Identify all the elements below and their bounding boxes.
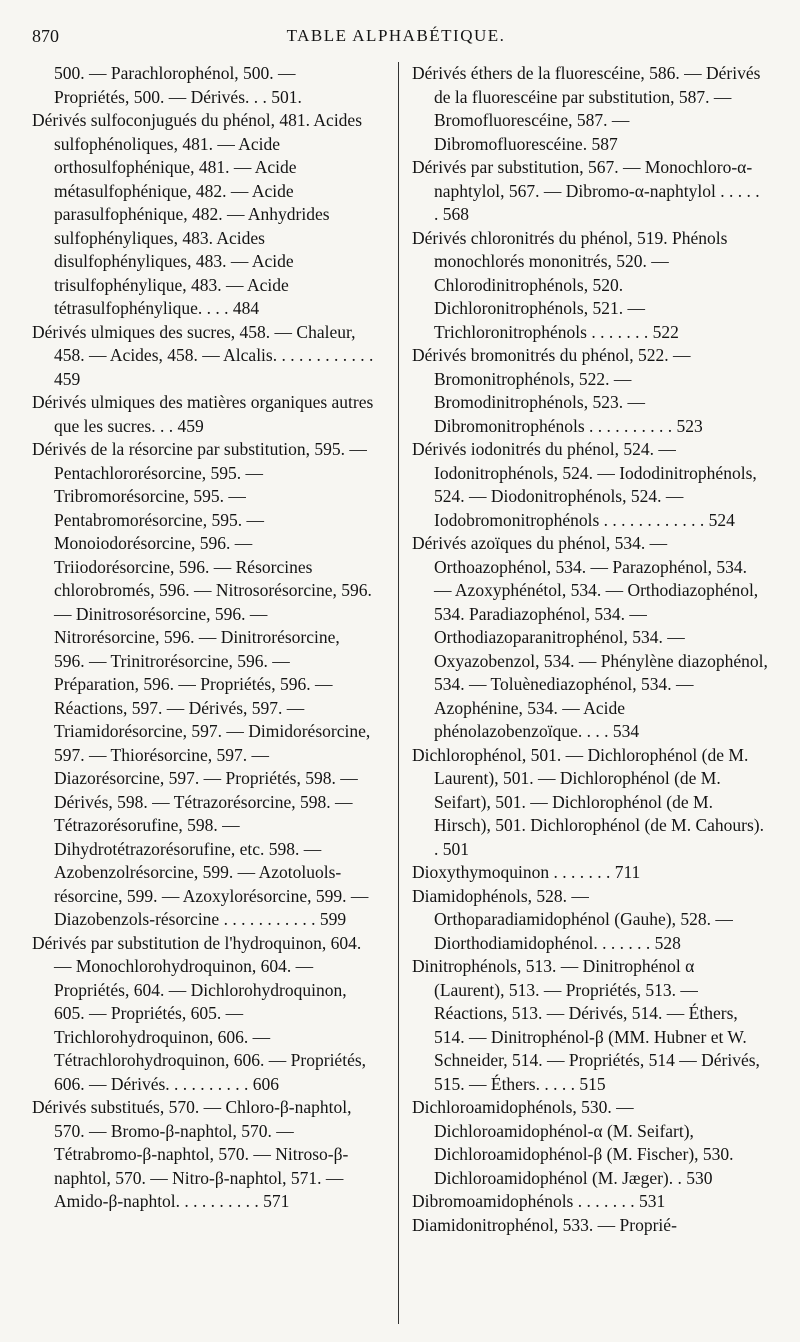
left-column	[32, 62, 374, 1214]
index-entry: Dérivés par substitution, 567. — Monochloro-α-naphtylol, 567. — Dibromo-α-naphtylol . . . . . . 568	[412, 157, 760, 224]
index-entry: Dérivés par substitution de l'hydroquinon, 604. — Monochlorohydroquinon, 604. — Propriétés, 604. — Dichlorohydroquinon, 605. — Propriétés, 605. — Trichlorohydroquinon, 606. — Tétrachlorohydroquinon, 606. — Propriétés, 606. — Dérivés. . . . . . . . . . 606	[32, 932, 367, 1094]
index-entry: Dinitrophénols, 513. — Dinitrophénol α (Laurent), 513. — Propriétés, 513. — Réactions, 513. — Dérivés, 514. — Éthers, 514. — Dinitrophénol-β (MM. Hubner et W. Schneider, 514. — Propriétés, 514 — Dérivés, 515. — Éthers. . . . . 515	[412, 956, 760, 1094]
running-title: TABLE ALPHABÉTIQUE.	[286, 26, 506, 45]
page-header	[32, 26, 760, 50]
index-entry: Dibromoamidophénols . . . . . . . 531	[412, 1191, 666, 1211]
index-entry: Dérivés ulmiques des sucres, 458. — Chaleur, 458. — Acides, 458. — Alcalis. . . . . . . . . . . . 459	[32, 321, 374, 389]
index-entry: Dérivés sulfoconjugués du phénol, 481. Acides sulfophénoliques, 481. — Acide orthosulfophénique, 481. — Acide métasulfophénique, 482. — Acide parasulfophénique, 482. — Anhydrides sulfophényliques, 483. Acides disulfophényliques, 483. — Acide trisulfophénylique, 483. — Acide tétrasulfophénylique. . . . 484	[32, 110, 363, 318]
right-column	[412, 62, 768, 1237]
index-entry: Dérivés de la résorcine par substitution, 595. — Pentachlororésorcine, 595. — Tribromorésorcine, 595. — Pentabromorésorcine, 595. — Monoiodorésorcine, 596. — Triiodorésorcine, 596. — Résorcines chlorobromés, 596. — Nitrosorésorcine, 596. — Dinitrosorésorcine, 596. — Nitrorésorcine, 596. — Dinitrorésorcine, 596. — Trinitrorésorcine, 596. — Préparation, 596. — Propriétés, 596. — Réactions, 597. — Dérivés, 597. — Triamidorésorcine, 597. — Dimidorésorcine, 597. — Thiorésorcine, 597. — Diazorésorcine, 597. — Propriétés, 598. — Dérivés, 598. — Tétrazorésorcine, 598. — Tétrazorésorufine, 598. — Dihydrotétrazorésorufine, etc. 598. — Azobenzolrésorcine, 599. — Azotoluols-résorcine, 599. — Azoxylorésorcine, 599. — Diazobenzols-résorcine . . . . . . . . . . . 599	[32, 439, 372, 929]
index-entry: Dérivés substitués, 570. — Chloro-β-naphtol, 570. — Bromo-β-naphtol, 570. — Tétrabromo-β-naphtol, 570. — Nitroso-β-naphtol, 570. — Nitro-β-naphtol, 571. — Amido-β-naphtol. . . . . . . . . . 571	[32, 1097, 352, 1211]
index-entry: Dérivés azoïques du phénol, 534. — Orthoazophénol, 534. — Parazophénol, 534. — Azoxyphénétol, 534. — Orthodiazophénol, 534. Paradiazophénol, 534. — Orthodiazoparanitrophénol, 534. — Oxyazobenzol, 534. — Phénylène diazophénol, 534. — Toluènediazophénol, 534. — Azophénine, 534. — Acide phénolazobenzoïque. . . . 534	[412, 533, 768, 741]
index-entry: Diamidophénols, 528. — Orthoparadiamidophénol (Gauhe), 528. — Diorthodiamidophénol. . . . . . . 528	[412, 885, 733, 953]
index-entry: 500. — Parachlorophénol, 500. — Propriétés, 500. — Dérivés. . . 501.	[54, 63, 302, 107]
index-entry: Dérivés iodonitrés du phénol, 524. — Iodonitrophénols, 524. — Iododinitrophénols, 524. — Diodonitrophénols, 524. — Iodobromonitrophénols . . . . . . . . . . . . 524	[412, 439, 757, 530]
index-entry: Dichloroamidophénols, 530. — Dichloroamidophénol-α (M. Seifart), Dichloroamidophénol-β (M. Fischer), 530. Dichloroamidophénol (M. Jæger). . 530	[412, 1097, 734, 1188]
index-entry: Dérivés bromonitrés du phénol, 522. — Bromonitrophénols, 522. — Bromodinitrophénols, 523. — Dibromonitrophénols . . . . . . . . . . 523	[412, 345, 703, 436]
index-entry: Dérivés ulmiques des matières organiques autres que les sucres. . . 459	[32, 392, 374, 436]
page-number: 870	[32, 26, 59, 46]
index-entry: Dichlorophénol, 501. — Dichlorophénol (de M. Laurent), 501. — Dichlorophénol (de M. Seifart), 501. — Dichlorophénol (de M. Hirsch), 501. Dichlorophénol (de M. Cahours). . 501	[412, 744, 765, 859]
index-entry: Diamidonitrophénol, 533. — Proprié-	[412, 1214, 677, 1235]
column-divider	[398, 62, 399, 1324]
index-entry: Dioxythymoquinon . . . . . . . 711	[412, 862, 641, 882]
index-entry: Dérivés chloronitrés du phénol, 519. Phénols monochlorés mononitrés, 520. — Chlorodinitrophénols, 520. Dichloronitrophénols, 521. — Trichloronitrophénols . . . . . . . 522	[412, 227, 728, 342]
index-entry: Dérivés éthers de la fluorescéine, 586. — Dérivés de la fluorescéine par substitution, 587. — Bromofluorescéine, 587. — Dibromofluorescéine. 587	[412, 63, 761, 154]
